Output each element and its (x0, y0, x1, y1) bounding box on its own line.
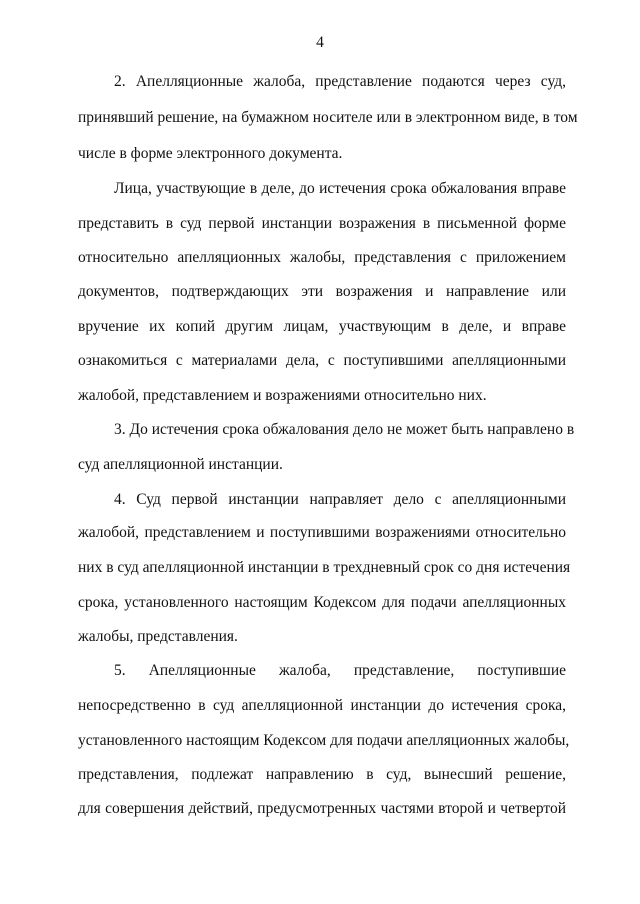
text-line: документов, подтверждающих эти возражения и направление или (78, 283, 566, 300)
page-number: 4 (316, 34, 324, 51)
text-line: 4. Суд первой инстанции направляет дело с апелляционными (114, 491, 566, 508)
text-line: жалобой, представлением и возражениями относительно них. (78, 387, 487, 404)
text-line: суд апелляционной инстанции. (78, 456, 283, 473)
text-line: установленного настоящим Кодексом для подачи апелляционных жалобы, (78, 732, 570, 749)
text-line: числе в форме электронного документа. (78, 145, 343, 162)
text-line: для совершения действий, предусмотренных частями второй и четвертой (78, 800, 566, 817)
text-line: представления, подлежат направлению в суд, вынесший решение, (78, 766, 566, 783)
text-line: непосредственно в суд апелляционной инстанции до истечения срока, (78, 697, 566, 714)
text-line: жалобой, представлением и поступившими возражениями относительно (78, 524, 566, 541)
text-line: жалобы, представления. (78, 628, 238, 645)
text-line: относительно апелляционных жалобы, представления с приложением (78, 249, 566, 266)
text-line: вручение их копий другим лицам, участвующим в деле, и вправе (78, 318, 566, 335)
text-line: 3. До истечения срока обжалования дело не может быть направлено в (114, 421, 575, 438)
text-line: представить в суд первой инстанции возражения в письменной форме (78, 215, 566, 232)
text-line: срока, установленного настоящим Кодексом для подачи апелляционных (78, 594, 566, 611)
text-line: 2. Апелляционные жалоба, представление подаются через суд, (114, 73, 566, 90)
text-line: 5. Апелляционные жалоба, представление, поступившие (114, 662, 566, 679)
text-line: ознакомиться с материалами дела, с поступившими апелляционными (78, 352, 566, 369)
text-line: Лица, участвующие в деле, до истечения срока обжалования вправе (114, 180, 566, 197)
text-line: них в суд апелляционной инстанции в трехдневный срок со дня истечения (78, 559, 571, 576)
text-line: принявший решение, на бумажном носителе или в электронном виде, в том (78, 109, 578, 126)
